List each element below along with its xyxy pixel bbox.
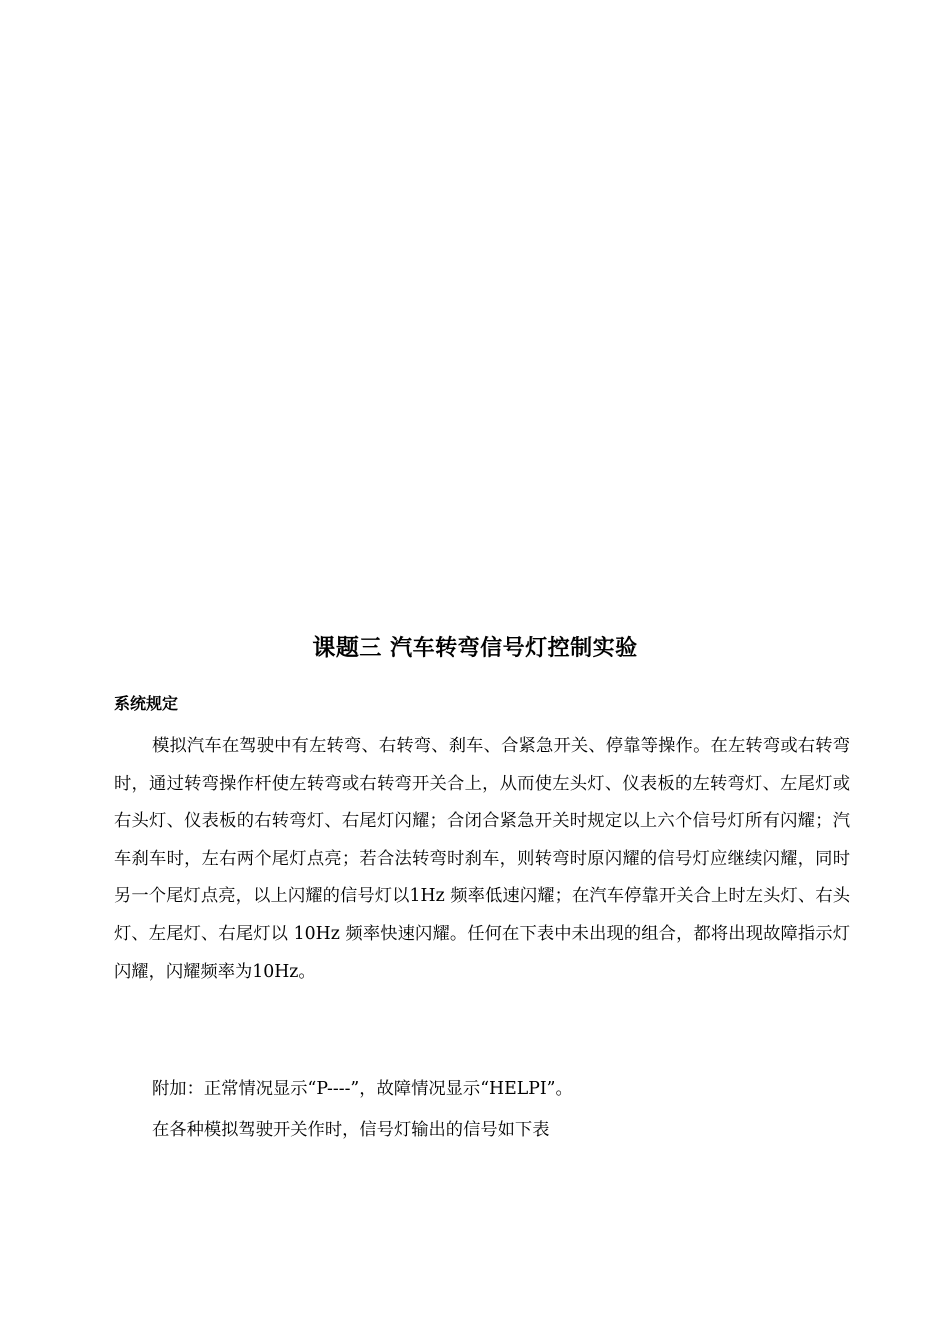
body-paragraph-display-note: 附加：正常情况显示“P----”，故障情况显示“HELPI”。 <box>152 1079 573 1099</box>
title-prefix: 课题 <box>312 635 360 661</box>
page-title <box>0 630 950 667</box>
title-main: 三 汽车转弯信号灯控制实验 <box>359 636 638 661</box>
body-paragraph-main: 模拟汽车在驾驶中有左转弯、右转弯、刹车、合紧急开关、停靠等操作。在左转弯或右转弯时，通过转弯操作杆使左转弯或右转弯开关合上，从而使左头灯、仪表板的左转弯灯、左尾灯或右头灯、仪表板的右转弯灯、右尾灯闪耀；合闭合紧急开关时规定以上六个信号灯所有闪耀；汽车刹车时，左右两个尾灯点亮；若合法转弯时刹车，则转弯时原闪耀的信号灯应继续闪耀，同时另一个尾灯点亮，以上闪耀的信号灯以1Hz 频率低速闪耀；在汽车停靠开关合上时左头灯、右头灯、左尾灯、右尾灯以 10Hz 频率快速闪耀。任何在下表中未出现的组合，都将出现故障指示灯闪耀，闪耀频率为10Hz。 <box>114 736 850 982</box>
section-heading: 系统规定 <box>114 694 179 713</box>
body-paragraph-table-intro: 在各种模拟驾驶开关作时，信号灯输出的信号如下表 <box>152 1120 550 1140</box>
